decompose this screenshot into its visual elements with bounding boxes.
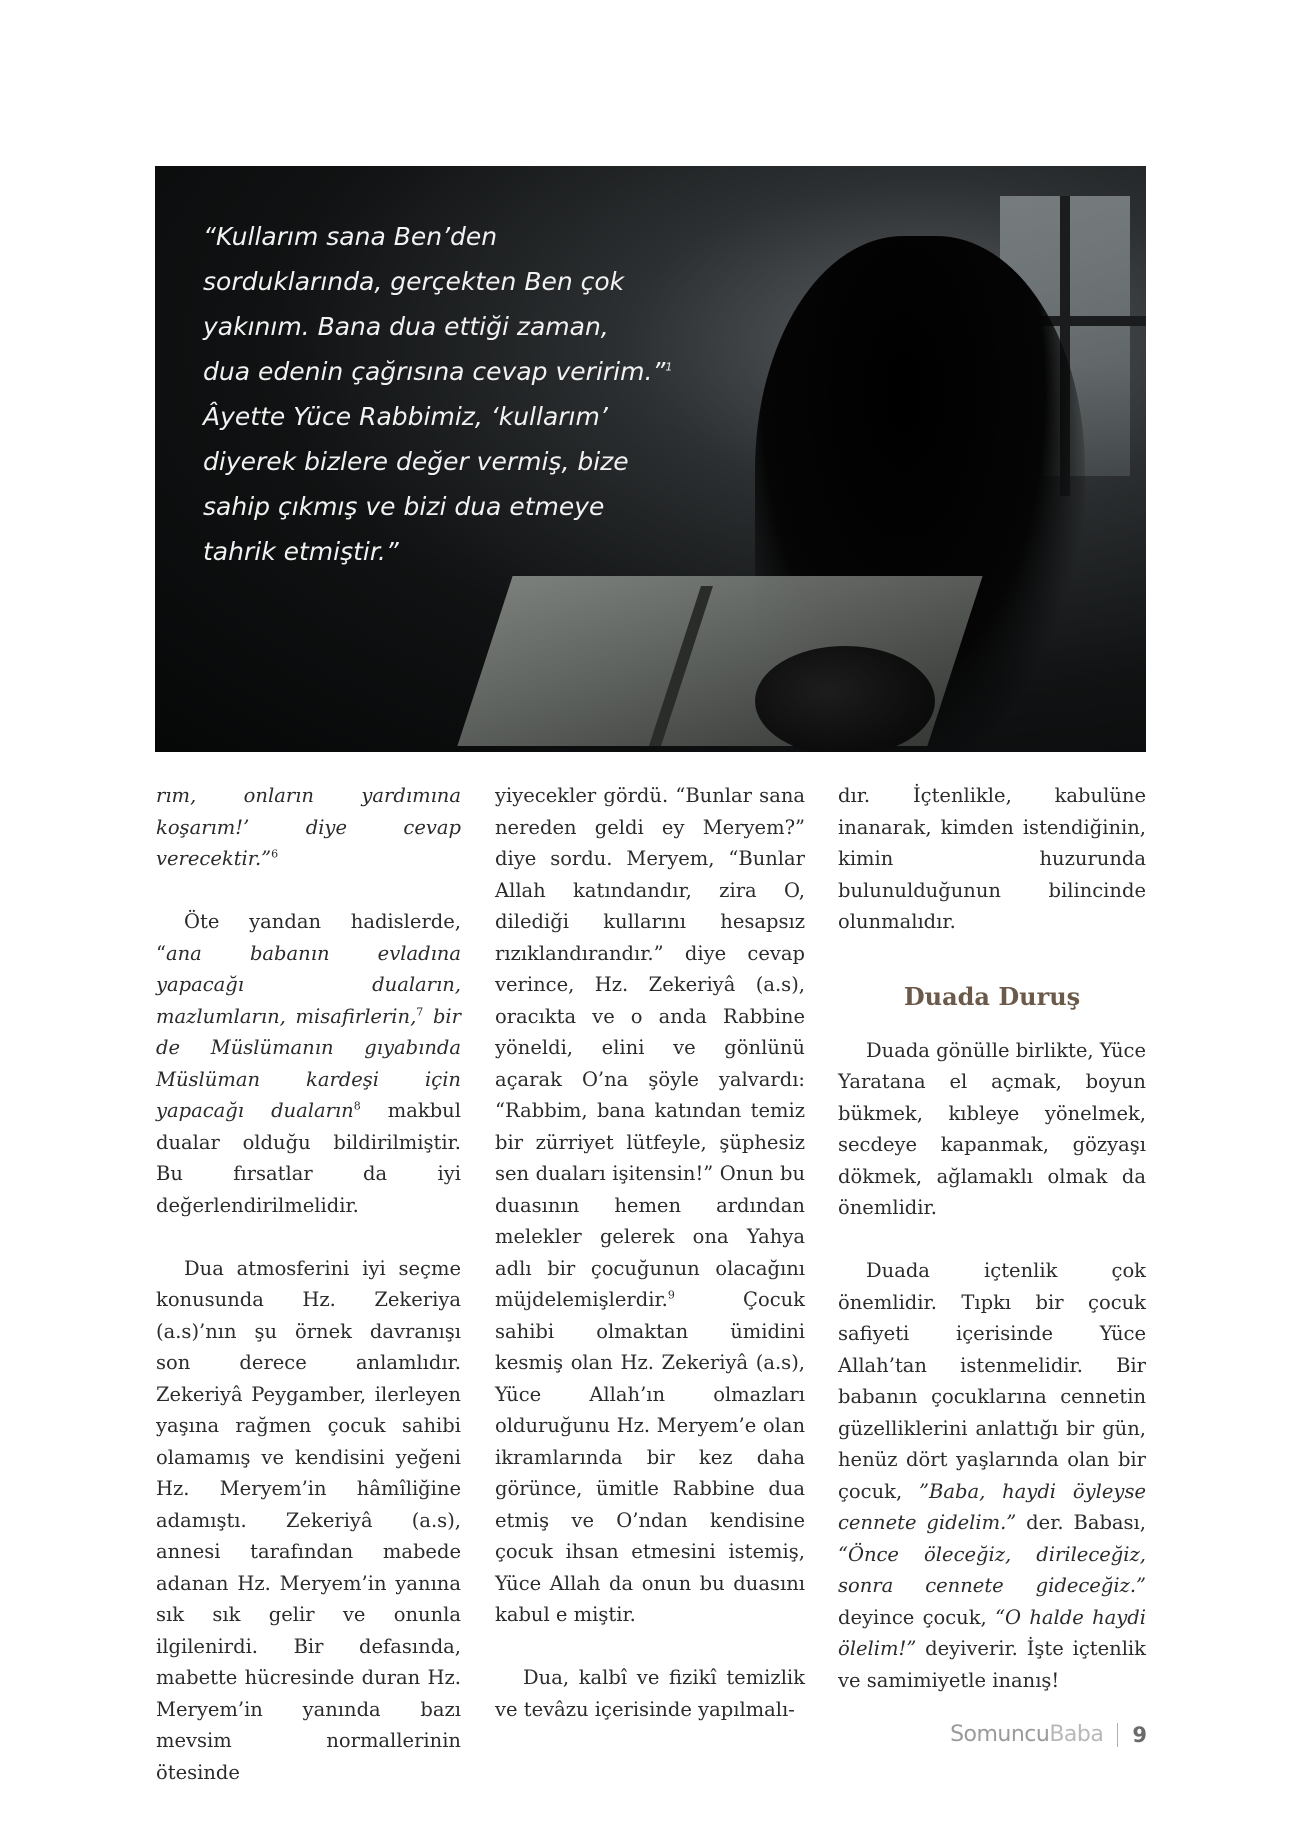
quote-line: yakınım. Bana dua ettiği zaman,	[203, 312, 609, 341]
magazine-logo	[950, 1722, 1103, 1747]
page-footer	[950, 1722, 1147, 1747]
paragraph	[156, 780, 461, 875]
text: Çocuk sahibi olmaktan ümidini kesmiş olan Hz. Zekeriyâ (a.s), Yüce Allah’ın olmazları olduruğunu Hz. Meryem’e olan ikramlarında bir kez daha görünce, ümitle Rabbine dua etmiş ve O’ndan kendisine çocuk ihsan etmesini istemiş, Yüce Allah da onun bu duasını kabul e miştir.	[495, 1288, 805, 1626]
section-heading: Duada Duruş	[903, 982, 1081, 1011]
footnote-ref: 6	[271, 847, 279, 861]
quote-line: Âyette Yüce Rabbimiz, ‘kullarım’	[203, 402, 608, 431]
italic-text: bir de Müslümanın gıyabında Müslüman kardeşi için yapacağı duaların	[156, 1004, 461, 1122]
text-column-1	[156, 780, 461, 1788]
paragraph	[838, 1255, 1146, 1696]
quote-line: sorduklarında, gerçekten Ben çok	[203, 267, 625, 296]
logo-text-a: Somuncu	[950, 1722, 1050, 1747]
text-column-3	[838, 780, 1146, 1696]
paragraph: Dua, kalbî ve fizikî temizlik ve tevâzu içerisinde yapılmalı-	[495, 1666, 805, 1721]
italic-text: “Önce öleceğiz, dirileceğiz, sonra cennete gideceğiz.”	[838, 1542, 1146, 1597]
logo-text-b: Baba	[1049, 1722, 1104, 1747]
quote-line: “Kullarım sana Ben’den	[203, 222, 498, 251]
text: Duada içtenlik çok önemlidir. Tıpkı bir çocuk safiyeti içerisinde Yüce Allah’tan istenmelidir. Bir babanın çocuklarına cennetin güzelliklerini anlattığı bir gün, henüz dört yaşlarında olan bir çocuk,	[838, 1259, 1146, 1503]
hero-quote	[203, 214, 683, 574]
hero-photo	[155, 166, 1146, 752]
text: makbul dualar olduğu bildirilmiştir. Bu fırsatlar da iyi değerlendirilmelidir.	[156, 1099, 461, 1217]
text: deyiverir. İşte içtenlik ve samimiyetle inanış!	[838, 1637, 1146, 1692]
footnote-ref: 7	[416, 1005, 424, 1018]
footnote-ref: 8	[353, 1099, 361, 1113]
footer-divider	[1117, 1723, 1118, 1747]
text: yiyecekler gördü. “Bunlar sana nereden geldi ey Meryem?” diye sordu. Meryem, “Bunlar Allah katındandır, zira O, dilediği kullarını hesapsız rızıklandırandır.” diye cevap verince, Hz. Zekeriyâ (a.s), oracıkta ve o anda Rabbine yöneldi, elini ve gönlünü açarak O’na şöyle yalvardı: “Rabbim, bana katından temiz bir zürriyet lütfeyle, şüphesiz sen duaları işitensin!” Onun bu duasının hemen ardından melekler gelerek ona Yahya adlı bir çocuğunun olacağını müjdelemişlerdir.	[495, 784, 805, 1311]
paragraph	[156, 906, 461, 1221]
italic-text: rım, onların yardımına koşarım!’ diye cevap verecektir.”	[156, 784, 461, 870]
quote-line: sahip çıkmış ve bizi dua etmeye	[203, 492, 605, 521]
quote-line: dua edenin çağrısına cevap veririm.”	[203, 357, 666, 386]
paragraph: Dua atmosferini iyi seçme konusunda Hz. Zekeriya (a.s)’nın şu örnek davranışı son derece anlamlıdır. Zekeriyâ Peygamber, ilerleyen yaşına rağmen çocuk sahibi olamamış ve kendisini yeğeni Hz. Meryem’in hâmîliğine adamıştı. Zekeriyâ (a.s), annesi tarafından mabede adanan Hz. Meryem’in yanına sık sık gelir ve onunla ilgilenirdi. Bir defasında, mabette hücresinde duran Hz. Meryem’in yanında bazı mevsim normallerinin ötesinde	[156, 1256, 461, 1784]
page-number: 9	[1132, 1722, 1147, 1747]
paragraph: dır. İçtenlikle, kabulüne inanarak, kimden istendiğinin, kimin huzurunda bulunulduğunun bilincinde olunmalıdır.	[838, 784, 1146, 933]
paragraph	[495, 780, 805, 1631]
hand-silhouette	[755, 646, 935, 752]
italic-text: “O halde haydi ölelim!”	[838, 1605, 1146, 1660]
text: deyince çocuk,	[838, 1605, 996, 1629]
footnote-ref: 1	[665, 360, 673, 374]
quote-line: tahrik etmiştir.”	[203, 537, 399, 566]
text: der. Babası,	[1016, 1511, 1146, 1534]
italic-text: ”Baba, haydi öyleyse cennete gidelim.”	[838, 1479, 1146, 1534]
italic-text: ana babanın evladına yapacağı duaların, mazlumların, misafirlerin,	[156, 941, 461, 1028]
text-column-2	[495, 780, 805, 1725]
text: Öte yandan hadislerde, “	[156, 910, 461, 965]
paragraph: Duada gönülle birlikte, Yüce Yaratana el açmak, boyun bükmek, kıbleye yönelmek, secdeye kapanmak, gözyaşı dökmek, ağlamaklı olmak da önemlidir.	[838, 1038, 1146, 1219]
footnote-ref: 9	[667, 1288, 675, 1302]
quote-line: diyerek bizlere değer vermiş, bize	[203, 447, 629, 476]
